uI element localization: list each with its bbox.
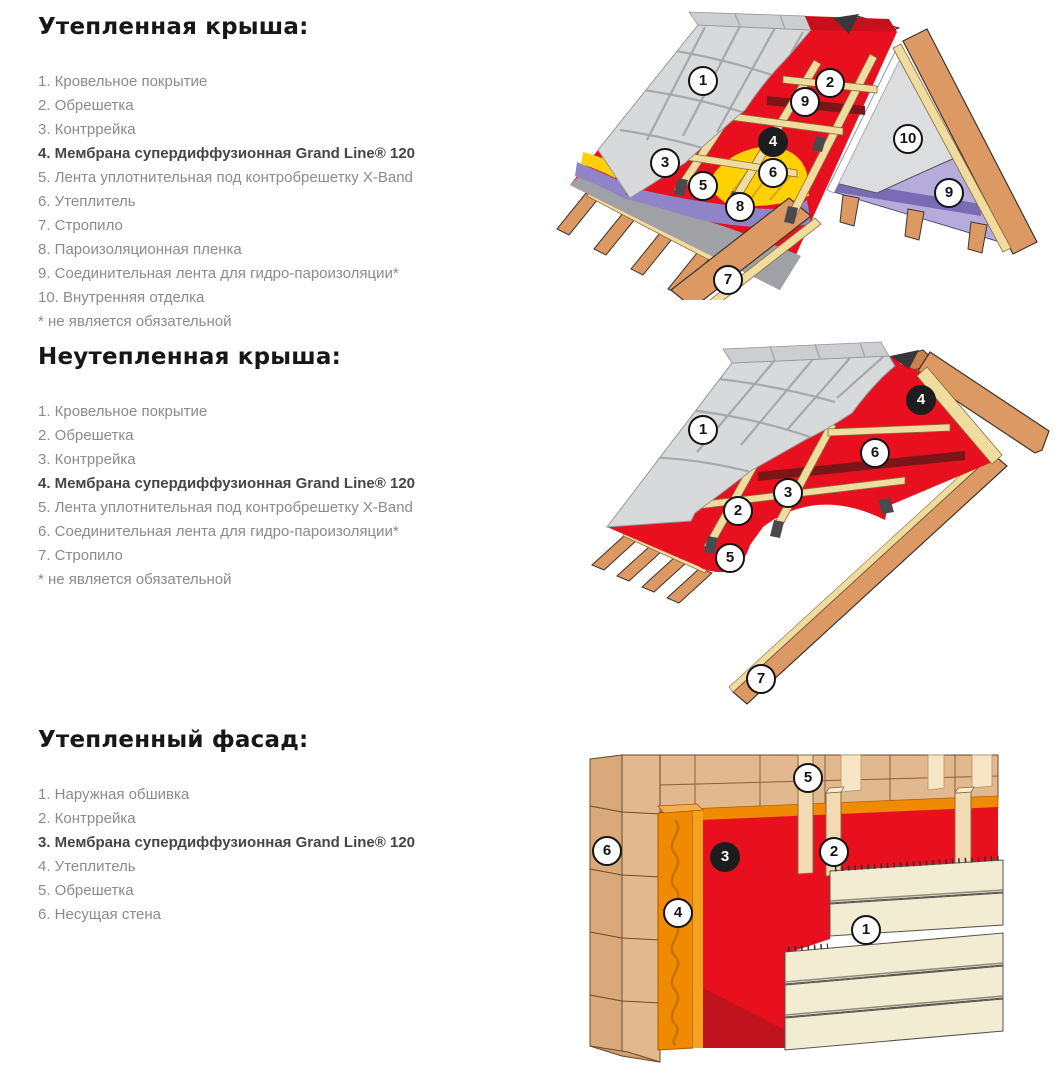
diagram-badge: 6 xyxy=(758,158,788,188)
diagram-badge: 10 xyxy=(893,124,923,154)
diagram-badge: 1 xyxy=(688,66,718,96)
diagram-badge: 1 xyxy=(688,415,718,445)
diagram-badge: 8 xyxy=(725,192,755,222)
section-title: Утепленная крыша: xyxy=(38,14,309,40)
diagram-badge: 6 xyxy=(592,836,622,866)
diagram-badge: 3 xyxy=(773,478,803,508)
diagram-badge: 3 xyxy=(710,842,740,872)
diagram-badge: 5 xyxy=(793,763,823,793)
list-item: 9. Соединительная лента для гидро-пароизоляции* xyxy=(38,265,399,282)
legend-list xyxy=(38,783,528,927)
diagram-badge: 6 xyxy=(860,438,890,468)
diagram-badge: 4 xyxy=(906,385,936,415)
list-item: 3. Контррейка xyxy=(38,121,136,138)
section-title: Неутепленная крыша: xyxy=(38,344,342,370)
wall-front-face xyxy=(622,755,660,1062)
list-item: 2. Обрешетка xyxy=(38,427,134,444)
diagram-badge: 1 xyxy=(851,915,881,945)
list-item: 4. Мембрана супердиффузионная Grand Line® 120 xyxy=(38,145,416,162)
list-item: 6. Утеплитель xyxy=(38,193,136,210)
list-item: 4. Утеплитель xyxy=(38,858,136,875)
list-item: 7. Стропило xyxy=(38,217,123,234)
section-insulated-facade-legend xyxy=(38,727,528,927)
section-title: Утепленный фасад: xyxy=(38,727,309,753)
legend-list xyxy=(38,400,528,568)
list-item: 3. Контррейка xyxy=(38,451,136,468)
wall-side-face xyxy=(590,755,622,1056)
list-item: 2. Контррейка xyxy=(38,810,136,827)
section-uninsulated-roof-legend xyxy=(38,344,528,592)
list-item: 4. Мембрана супердиффузионная Grand Line® 120 xyxy=(38,475,416,492)
list-item: 6. Несущая стена xyxy=(38,906,161,923)
list-item: 1. Кровельное покрытие xyxy=(38,403,208,420)
list-item: 5. Лента уплотнительная под контробрешетку X-Band xyxy=(38,169,413,186)
list-item: 5. Лента уплотнительная под контробрешетку X-Band xyxy=(38,499,413,516)
list-item: 1. Кровельное покрытие xyxy=(38,73,208,90)
diagram-badge: 9 xyxy=(790,87,820,117)
diagram-badge: 5 xyxy=(688,171,718,201)
list-item: 7. Стропило xyxy=(38,547,123,564)
insulated-roof-illustration xyxy=(545,0,1060,300)
diagram-badge: 4 xyxy=(758,127,788,157)
diagram-badge: 9 xyxy=(934,178,964,208)
diagram-badge: 2 xyxy=(819,837,849,867)
list-item: 1. Наружная обшивка xyxy=(38,786,190,803)
diagram-badge: 7 xyxy=(713,265,743,295)
insulated-roof-diagram xyxy=(545,0,1060,300)
diagram-badge: 7 xyxy=(746,664,776,694)
legend-note: * не является обязательной xyxy=(38,571,232,588)
insulated-facade-diagram xyxy=(545,740,1060,1083)
list-item: 10. Внутренняя отделка xyxy=(38,289,205,306)
uninsulated-roof-diagram xyxy=(545,330,1060,710)
diagram-badge: 4 xyxy=(663,898,693,928)
diagram-badge: 2 xyxy=(815,68,845,98)
list-item: 8. Пароизоляционная пленка xyxy=(38,241,242,258)
list-item: 2. Обрешетка xyxy=(38,97,134,114)
diagram-badge: 3 xyxy=(650,148,680,178)
diagram-badge: 2 xyxy=(723,496,753,526)
legend-note: * не является обязательной xyxy=(38,313,232,330)
list-item: 3. Мембрана супердиффузионная Grand Line® 120 xyxy=(38,834,416,851)
list-item: 5. Обрешетка xyxy=(38,882,134,899)
uninsulated-roof-illustration xyxy=(545,330,1060,710)
list-item: 6. Соединительная лента для гидро-пароизоляции* xyxy=(38,523,399,540)
legend-list xyxy=(38,70,528,310)
section-insulated-roof-legend xyxy=(38,14,528,334)
diagram-badge: 5 xyxy=(715,543,745,573)
